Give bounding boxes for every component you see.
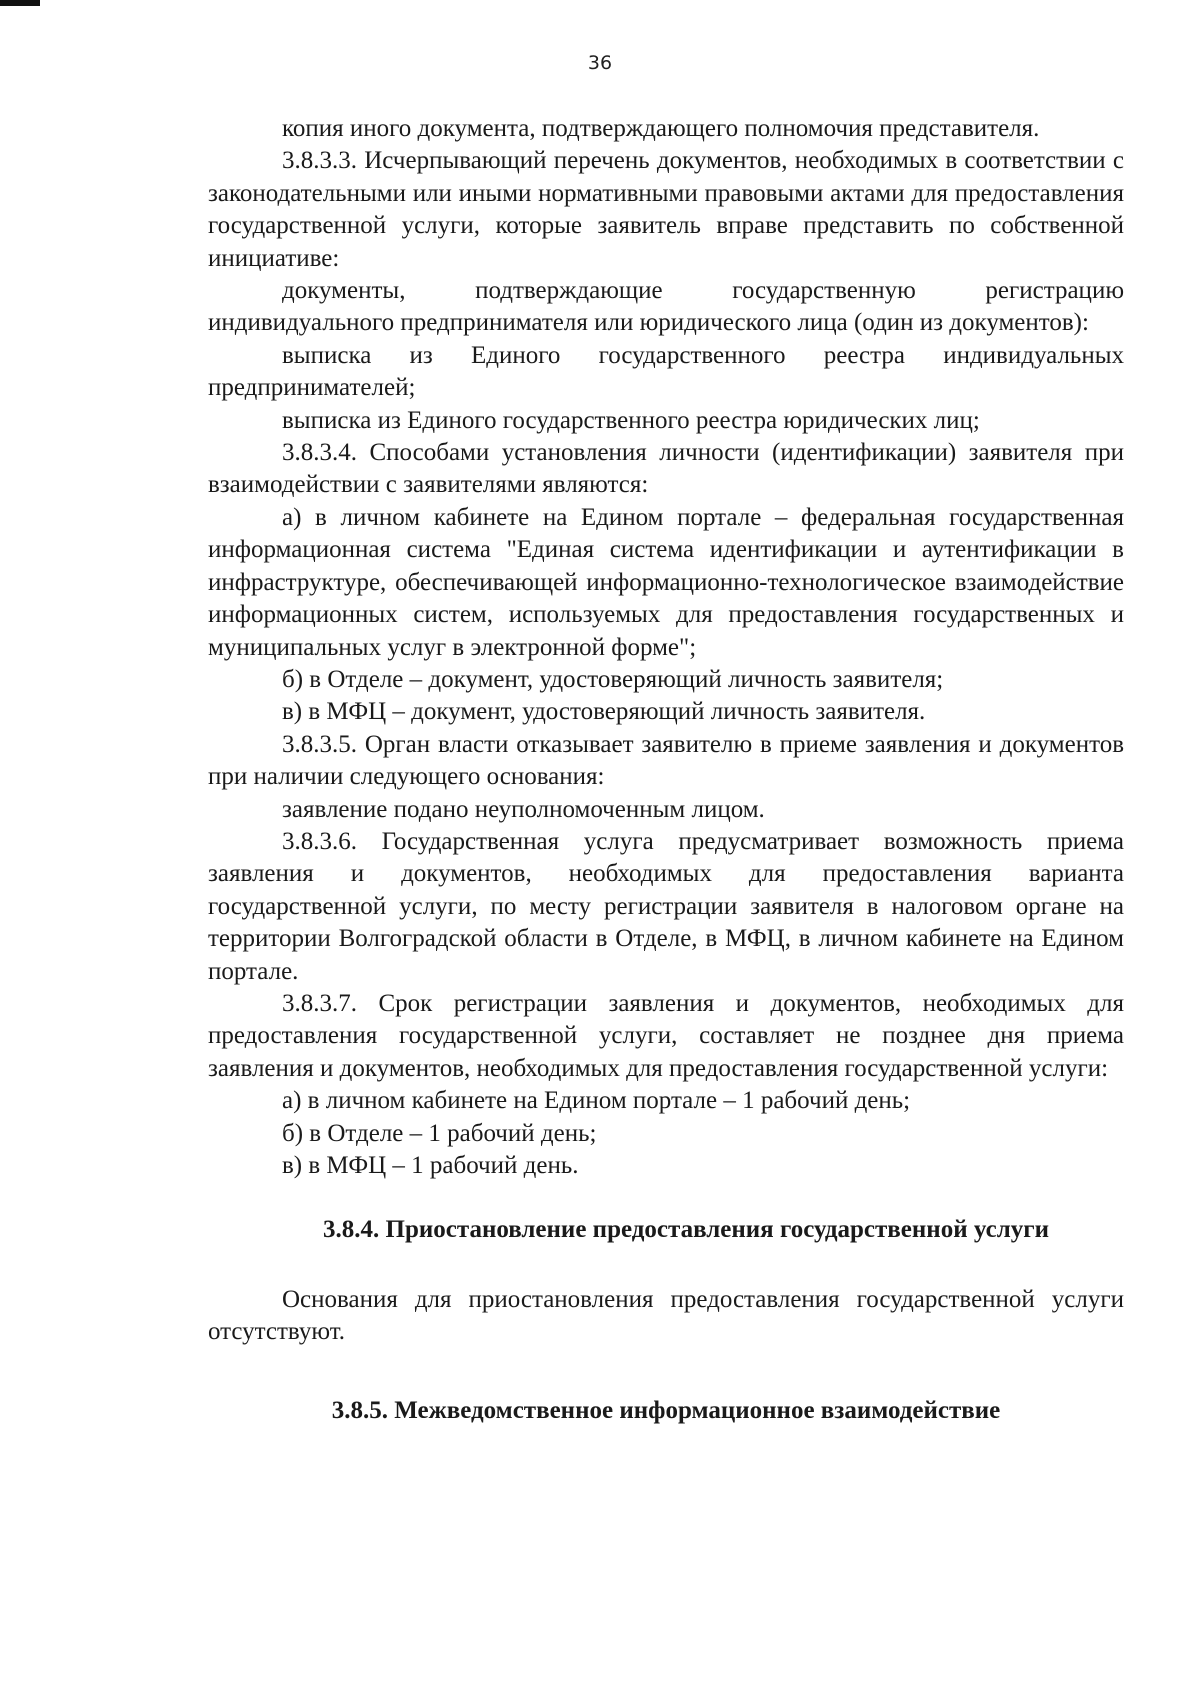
page-content bbox=[208, 113, 1124, 1427]
paragraph: 3.8.3.6. Государственная услуга предусматривает возможность приема заявления и документов, необходимых для предоставления варианта государственной услуги, по месту регистрации заявителя в налоговом органе на территории Волгоградской области в Отделе, в МФЦ, в личном кабинете на Едином портале. bbox=[208, 827, 1124, 985]
paragraph: выписка из Единого государственного реестра юридических лиц; bbox=[282, 406, 980, 434]
paragraph: б) в Отделе – документ, удостоверяющий личность заявителя; bbox=[282, 665, 944, 693]
paragraph: в) в МФЦ – 1 рабочий день. bbox=[282, 1152, 579, 1179]
paragraph: копия иного документа, подтверждающего полномочия представителя. bbox=[282, 115, 1040, 142]
page-number: 36 bbox=[587, 52, 613, 74]
paragraph: б) в Отделе – 1 рабочий день; bbox=[282, 1119, 597, 1147]
section-heading: 3.8.4. Приостановление предоставления государственной услуги bbox=[323, 1216, 1049, 1244]
paragraph: заявление подано неуполномоченным лицом. bbox=[282, 795, 765, 823]
paragraph: 3.8.3.3. Исчерпывающий перечень документов, необходимых в соответствии с законодательными или иными нормативными правовыми актами для предоставления государственной услуги, которые заявитель вправе представить по собственной инициативе: bbox=[208, 147, 1124, 272]
paragraph: 3.8.3.7. Срок регистрации заявления и документов, необходимых для предоставления государственной услуги, составляет не позднее дня приема заявления и документов, необходимых для предоставления государственной услуги: bbox=[208, 989, 1124, 1082]
paragraph: в) в МФЦ – документ, удостоверяющий личность заявителя. bbox=[282, 698, 926, 726]
scan-corner-mark bbox=[0, 0, 40, 6]
paragraph: Основания для приостановления предоставления государственной услуги отсутствуют. bbox=[208, 1285, 1124, 1346]
paragraph: а) в личном кабинете на Едином портале – федеральная государственная информационная система "Единая система идентификации и аутентификации в инфраструктуре, обеспечивающей информационно-технологическое взаимодействие информационных систем, используемых для предоставления государственных и муниципальных услуг в электронной форме"; bbox=[208, 503, 1124, 661]
paragraph: выписка из Единого государственного реестра индивидуальных предпринимателей; bbox=[208, 341, 1124, 402]
paragraph: 3.8.3.5. Орган власти отказывает заявителю в приеме заявления и документов при наличии следующего основания: bbox=[208, 730, 1124, 791]
paragraph: документы, подтверждающие государственную регистрацию индивидуального предпринимателя или юридического лица (один из документов): bbox=[208, 277, 1124, 337]
section-heading: 3.8.5. Межведомственное информационное взаимодействие bbox=[331, 1396, 1001, 1424]
paragraph: а) в личном кабинете на Едином портале – 1 рабочий день; bbox=[282, 1087, 911, 1115]
paragraph: 3.8.3.4. Способами установления личности (идентификации) заявителя при взаимодействии с заявителями являются: bbox=[208, 439, 1124, 499]
